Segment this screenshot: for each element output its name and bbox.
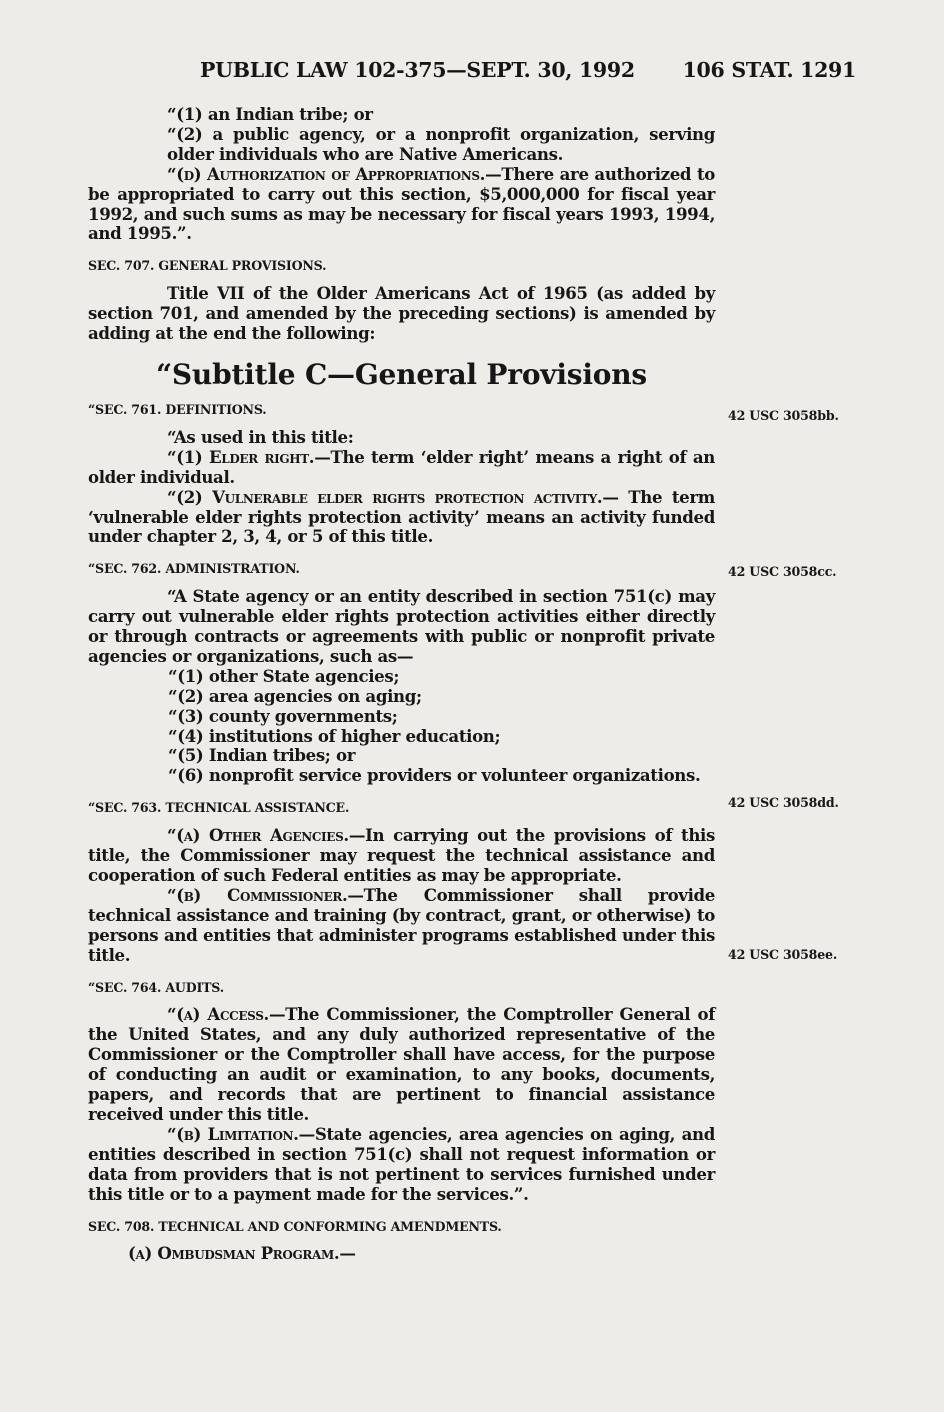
section-708-heading: SEC. 708. TECHNICAL AND CONFORMING AMENDMENTS.: [88, 1218, 502, 1234]
section-708-a: [88, 1244, 715, 1264]
section-762-text: “A State agency or an entity described in section 751(c) may carry out vulnerable elder rights protection activities either directly or through contracts or agreements with public or nonprofit private agencies or organizations, such as—: [88, 586, 715, 666]
section-764-a-text: —The Commissioner, the Comptroller General of the United States, and any duly authorized representative of the Commissioner or the Comptroller shall have access, for the purpose of conducting an audit or examination, to any books, documents, papers, and records that are pertinent to financial assistance received under this title.: [88, 1004, 716, 1124]
section-764-a: [88, 1005, 715, 1124]
definition-1: [88, 448, 715, 488]
margin-note-761: 42 USC 3058bb.: [728, 408, 839, 423]
definition-2-label: “(2) Vulnerable elder rights protection activity.: [167, 486, 603, 507]
section-762-heading: “SEC. 762. ADMINISTRATION.: [88, 561, 300, 577]
list-item: “(1) other State agencies;: [168, 665, 400, 686]
header-title: PUBLIC LAW 102-375—SEPT. 30, 1992: [200, 58, 635, 82]
document-body: [88, 105, 715, 1264]
list-item: “(5) Indian tribes; or: [168, 745, 356, 766]
paragraph-c2-line2: older individuals who are Native Americans.: [167, 143, 564, 164]
definition-1-label: “(1) Elder right.: [167, 446, 315, 467]
header-stat-page: 106 STAT. 1291: [682, 58, 856, 82]
section-763-b-text: —The Commissioner shall provide technical assistance and training (by contract, grant, or otherwise) to persons and entities that administer programs established under this title.: [88, 884, 715, 965]
section-763-a-label: “(a) Other Agencies.: [167, 825, 349, 846]
section-708-a-label: (a) Ombudsman Program.: [128, 1243, 340, 1264]
section-707-text: Title VII of the Older Americans Act of 1965 (as added by section 701, and amended by the preceding sections) is amended by adding at the end the following:: [88, 283, 715, 344]
section-763-b: [88, 886, 715, 966]
paragraph-d-text: —There are authorized to be appropriated to carry out this section, $5,000,000 for fiscal year 1992, and such sums as may be necessary for fiscal years 1993, 1994, and 1995.”.: [88, 163, 715, 244]
list-item: “(2) area agencies on aging;: [168, 685, 422, 706]
list-item: “(6) nonprofit service providers or volunteer organizations.: [168, 765, 701, 786]
list-item: “(4) institutions of higher education;: [168, 725, 501, 746]
section-763-a-text: —In carrying out the provisions of this title, the Commissioner may request the technical assistance and cooperation of such Federal entities as may be appropriate.: [88, 825, 715, 885]
margin-note-764: 42 USC 3058ee.: [728, 947, 838, 962]
section-708-a-dash: —: [339, 1243, 356, 1264]
section-764-b-label: “(b) Limitation.: [167, 1123, 299, 1144]
definition-2-text: — The term ‘vulnerable elder rights protection activity’ means an activity funded under chapter 2, 3, 4, or 5 of this title.: [88, 486, 715, 547]
subtitle-heading: “Subtitle C—General Provisions: [155, 357, 647, 391]
section-764-b-text: —State agencies, area agencies on aging, and entities described in section 751(c) shall not request information or data from providers that is not pertinent to services furnished under this title or to a payment made for the services.”.: [88, 1123, 716, 1204]
section-763-b-label: “(b) Commissioner.: [167, 884, 348, 905]
section-761-heading: “SEC. 761. DEFINITIONS.: [88, 401, 267, 417]
margin-note-762: 42 USC 3058cc.: [728, 564, 837, 579]
section-763-a: [88, 826, 715, 886]
paragraph-c2-line1: “(2) a public agency, or a nonprofit organization, serving: [167, 123, 715, 144]
section-707-heading: SEC. 707. GENERAL PROVISIONS.: [88, 258, 327, 274]
paragraph-d: [88, 165, 715, 245]
margin-note-763: 42 USC 3058dd.: [728, 795, 839, 810]
list-item: “(3) county governments;: [168, 705, 398, 726]
definition-1-text: —The term ‘elder right’ means a right of an older individual.: [88, 446, 715, 487]
section-764-a-label: “(a) Access.: [167, 1004, 269, 1025]
section-761-intro: “As used in this title:: [167, 426, 354, 447]
paragraph-c1: “(1) an Indian tribe; or: [167, 104, 373, 124]
section-764-b: [88, 1125, 715, 1205]
section-764-heading: “SEC. 764. AUDITS.: [88, 979, 224, 995]
paragraph-d-label: “(d) Authorization of Appropriations.: [167, 163, 486, 184]
section-763-heading: “SEC. 763. TECHNICAL ASSISTANCE.: [88, 800, 350, 816]
definition-2: [88, 488, 715, 548]
